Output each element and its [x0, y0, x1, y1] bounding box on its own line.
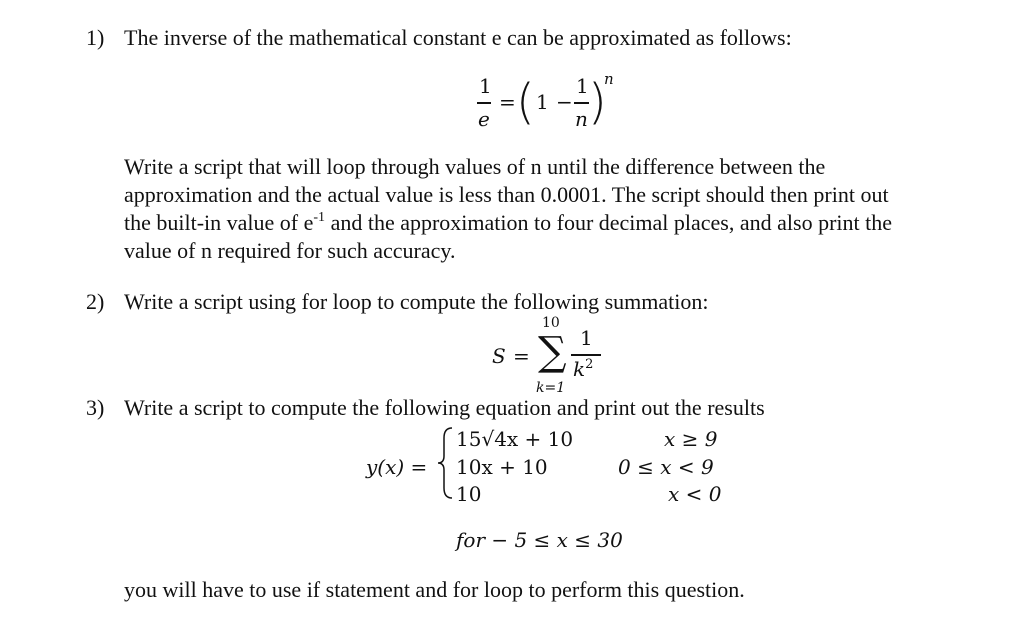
- q1-frac-numerator: 1: [576, 74, 589, 98]
- q1-para-line3: [124, 209, 892, 237]
- q1-lhs-fraction-bar: [477, 102, 491, 104]
- q2-number: 2): [86, 289, 105, 314]
- q3-case3-expr: 10: [456, 482, 482, 506]
- q3-range: for − 5 ≤ x ≤ 30: [456, 528, 623, 552]
- q3-text: Write a script to compute the following equation and print out the results: [124, 395, 765, 420]
- q1-left-paren-icon: (: [516, 74, 535, 130]
- q3-footer: you will have to use if statement and for loop to perform this question.: [124, 577, 745, 602]
- q3-case2-cond: 0 ≤ x < 9: [618, 455, 714, 479]
- q1-exponent: n: [604, 70, 614, 88]
- q1-inner-one: 1: [536, 90, 549, 114]
- q2-denominator-exponent: 2: [585, 357, 594, 372]
- q2-numerator: 1: [580, 326, 593, 350]
- q2-lhs: S: [492, 344, 506, 368]
- q3-case1-expr: 15√4x + 10: [456, 427, 574, 451]
- q1-frac-bar: [574, 102, 589, 104]
- q1-lhs-denominator: e: [478, 107, 490, 131]
- q1-para-line4: value of n required for such accuracy.: [124, 238, 456, 263]
- q1-equals: =: [499, 90, 516, 114]
- q3-lhs: y(x) =: [366, 455, 428, 479]
- q3-number: 3): [86, 395, 105, 420]
- q1-number: 1): [86, 25, 105, 50]
- q3-case3-cond: x < 0: [668, 482, 722, 506]
- q2-denominator-base: k: [573, 357, 586, 381]
- q1-para-line1: Write a script that will loop through values of n until the difference between the: [124, 154, 826, 179]
- q3-brace-icon: [436, 426, 454, 500]
- q2-lower-limit: k=1: [536, 380, 566, 396]
- q1-text: The inverse of the mathematical constant e can be approximated as follows:: [124, 25, 792, 50]
- q2-sigma-icon: ∑: [538, 329, 567, 375]
- q1-frac-denominator: n: [575, 107, 588, 131]
- q1-para-line3-b: and the approximation to four decimal places, and also print the: [325, 210, 893, 235]
- q2-text: Write a script using for loop to compute the following summation:: [124, 289, 709, 314]
- q2-upper-limit: 10: [542, 315, 560, 331]
- q1-para-line3-a: the built-in value of e: [124, 210, 314, 235]
- q2-equals: =: [513, 344, 530, 368]
- q3-case2-expr: 10x + 10: [456, 455, 548, 479]
- q3-case1-cond: x ≥ 9: [664, 427, 718, 451]
- q1-lhs-numerator: 1: [479, 74, 492, 98]
- q1-para-line2: approximation and the actual value is less than 0.0001. The script should then print out: [124, 182, 889, 207]
- q1-right-paren-icon: ): [588, 74, 607, 130]
- q2-fraction-bar: [571, 354, 601, 356]
- q1-para-line3-superscript: -1: [313, 210, 326, 225]
- q2-denominator: [573, 357, 593, 381]
- q1-minus: −: [556, 90, 573, 114]
